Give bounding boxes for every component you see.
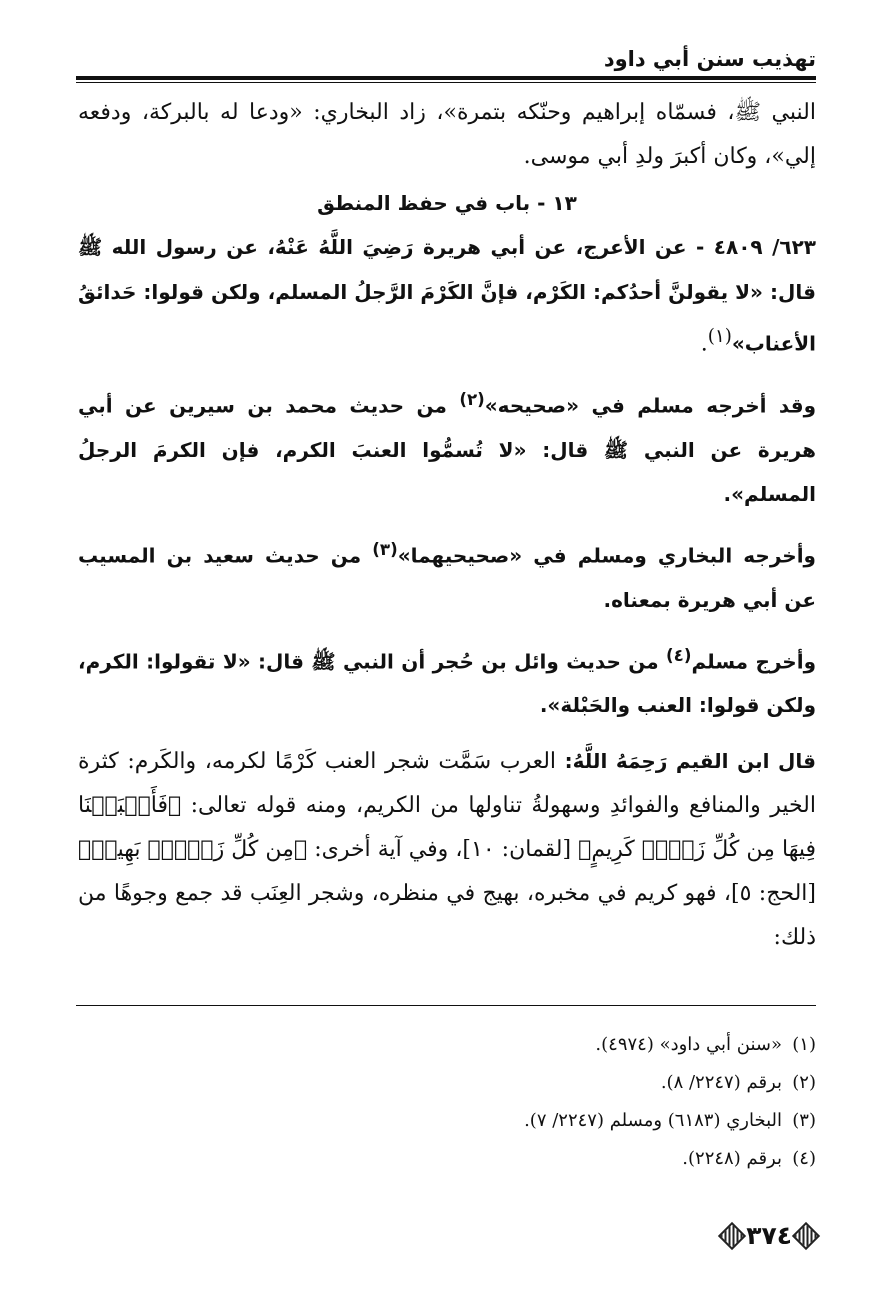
- footnote-number: (٣): [792, 1110, 816, 1131]
- footnote-number: (٤): [792, 1148, 816, 1169]
- hadith-paragraph: [78, 225, 816, 366]
- main-text: [78, 91, 816, 960]
- chapter-heading: ١٣ - باب في حفظ المنطق: [317, 191, 577, 215]
- hadith-chain: عن الأعرج، عن أبي هريرة رَضِيَ اللَّهُ عَنْهُ، عن رسول الله ﷺ: [78, 235, 687, 259]
- intro-paragraph: النبي ﷺ، فسمّاه إبراهيم وحنّكه بتمرة»، زاد البخاري: «ودعا له بالبركة، ودفعه إلي»، وكان أكبرَ ولدِ أبي موسى.: [78, 100, 816, 169]
- commentary-3-part-b: من حديث وائل بن حُجر أن النبي ﷺ قال: «لا تقولوا: الكرم، ولكن قولوا: العنب والحَبْلة».: [78, 649, 816, 718]
- page-footer: [722, 1220, 816, 1252]
- footnote-ref-4: (٤): [666, 645, 692, 665]
- commentary-2-part-b: من حديث سعيد بن المسيب عن أبي هريرة بمعناه.: [78, 543, 816, 612]
- footnote-text: «سنن أبي داود» (٤٩٧٤).: [595, 1034, 782, 1055]
- footnote-2: [78, 1064, 816, 1102]
- footnote-4: [78, 1140, 816, 1178]
- commentary-1-part-a: وقد أخرجه مسلم في «صحيحه»: [484, 393, 817, 418]
- ibn-qayyim-paragraph: [78, 739, 816, 960]
- commentary-paragraph-3: [78, 634, 816, 728]
- header-rule: [76, 76, 816, 80]
- footnote-text: برقم (٢٢٤٧/ ٨).: [660, 1072, 782, 1093]
- commentary-3-part-a: وأخرج مسلم: [691, 649, 817, 674]
- commentary-paragraph-2: [78, 528, 816, 622]
- page-number: ٣٧٤: [746, 1221, 792, 1250]
- hadith-number: ٦٢٣/ ٤٨٠٩ -: [686, 235, 816, 259]
- ornament-icon: [792, 1222, 820, 1250]
- footnote-number: (١): [792, 1034, 816, 1055]
- footnote-separator: [76, 1005, 816, 1006]
- ibn-qayyim-lead: قال ابن القيم رَحِمَهُ اللَّهُ:: [564, 749, 816, 774]
- footnote-ref-1: (١): [707, 326, 732, 347]
- hadith-end: .: [700, 331, 708, 357]
- footnote-ref-3: (٣): [372, 539, 398, 559]
- footnote-text: برقم (٢٢٤٨).: [682, 1148, 782, 1169]
- ibn-qayyim-text: العرب سَمَّت شجر العنب كَرْمًا لكرمه، والكَرم: كثرة الخير والمنافع والفوائدِ وسهولةُ تناولها من الكريم، ومنه قوله تعالى: ﴿فَأَنۢبَتۡنَا فِيهَا مِن كُلِّ زَوۡجٖ كَرِيمٍ﴾ [لقمان: ١٠]، وفي آية أخرى: ﴿مِن كُلِّ زَوۡجِۭ بَهِيجٖ﴾ [الحج: ٥]، فهو كريم في مخبره، بهيج في منظره، وشجر العِنَب قد جمع وجوهًا من ذلك:: [78, 749, 816, 951]
- footnote-3: [78, 1102, 816, 1140]
- hadith-text: قال: «لا يقولنَّ أحدُكم: الكَرْم، فإنَّ الكَرْمَ الرَّجلُ المسلم، ولكن قولوا: حَدائقُ الأعناب»: [78, 280, 816, 356]
- footnote-number: (٢): [792, 1072, 816, 1093]
- footnote-1: [78, 1026, 816, 1064]
- commentary-1-part-b: من حديث محمد بن سيرين عن أبي هريرة عن النبي ﷺ قال: «لا تُسمُّوا العنبَ الكرم، فإن الكرمَ الرجلُ المسلم».: [78, 393, 816, 506]
- footnote-text: البخاري (٦١٨٣) ومسلم (٢٢٤٧/ ٧).: [524, 1110, 782, 1131]
- footnotes: [78, 1026, 816, 1178]
- footnote-ref-2: (٢): [459, 390, 485, 410]
- running-title: تهذيب سنن أبي داود: [603, 47, 816, 71]
- ornament-icon: [718, 1222, 746, 1250]
- commentary-2-part-a: وأخرجه البخاري ومسلم في «صحيحيهما»: [397, 543, 816, 568]
- commentary-paragraph-1: [78, 378, 816, 516]
